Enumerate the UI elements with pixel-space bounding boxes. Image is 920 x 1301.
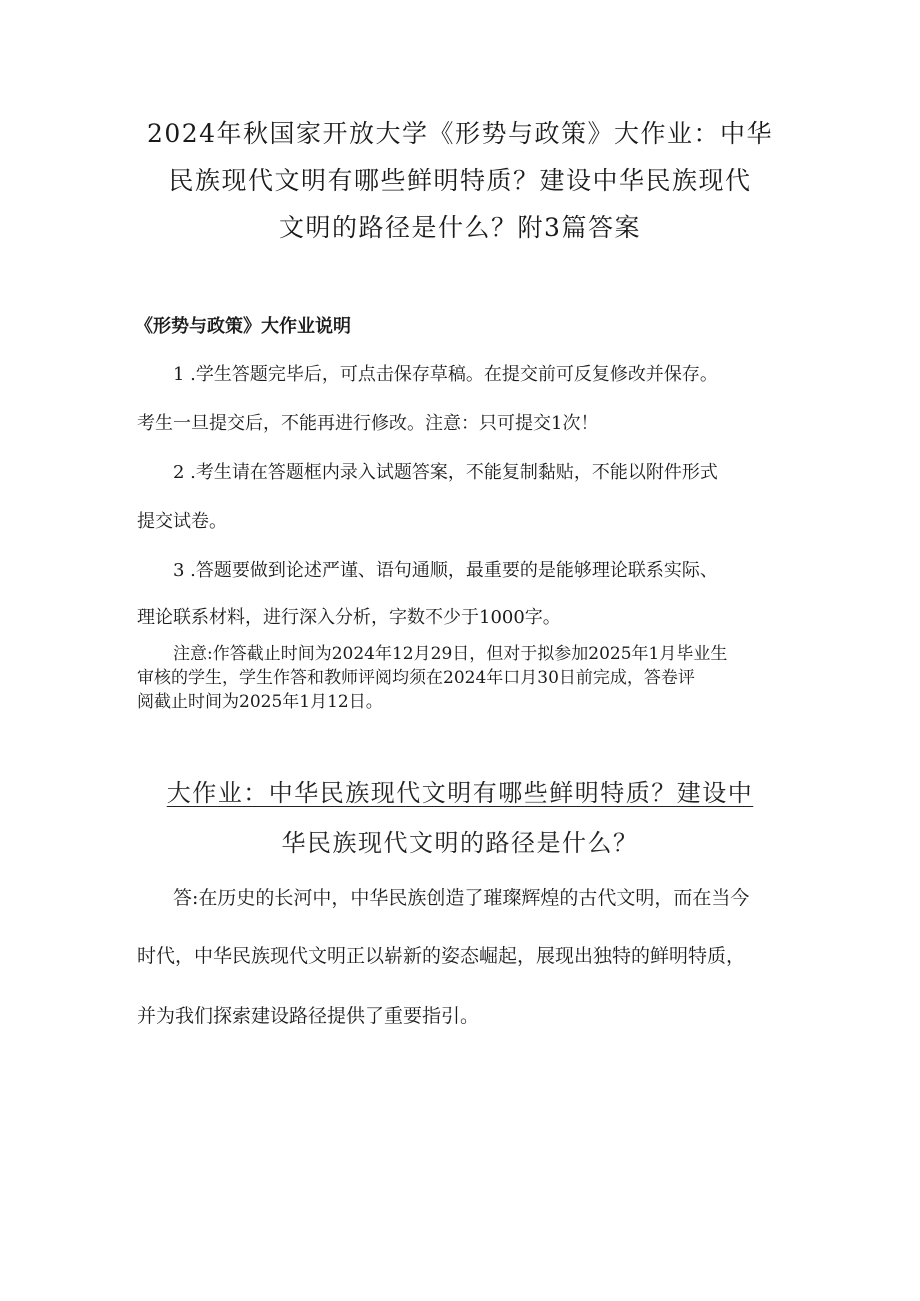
instructions-heading: 《形势与政策》大作业说明 <box>135 316 351 337</box>
instruction-line: 3 .答题要做到论述严谨、语句通顺，最重要的是能够理论联系实际、 <box>173 560 718 581</box>
title-line: 2024年秋国家开放大学《形势与政策》大作业：中华 <box>146 119 774 148</box>
answer-line: 答:在历史的长河中，中华民族创造了璀璨辉煌的古代文明，而在当今 <box>173 887 750 909</box>
note-line: 审核的学生，学生作答和教师评阅均须在2024年口月30日前完成，答卷评 <box>137 668 695 688</box>
answer-line: 时代，中华民族现代文明正以崭新的姿态崛起，展现出独特的鲜明特质， <box>137 945 746 967</box>
title-line: 民族现代文明有哪些鲜明特质？建设中华民族现代 <box>168 166 752 195</box>
note-line: 阅截止时间为2025年1月12日。 <box>137 692 383 712</box>
document-title <box>120 110 800 251</box>
instruction-line: 考生一旦提交后，不能再进行修改。注意：只可提交1次！ <box>137 413 599 434</box>
instruction-line: 2 .考生请在答题框内录入试题答案，不能复制黏贴，不能以附件形式 <box>173 462 718 483</box>
instruction-line: 1 .学生答题完毕后，可点击保存草稿。在提交前可反复修改并保存。 <box>173 364 718 385</box>
question-line: 大作业：中华民族现代文明有哪些鲜明特质？建设中 <box>166 779 754 807</box>
answer-line: 并为我们探索建设路径提供了重要指引。 <box>137 1005 480 1027</box>
question-line: 华民族现代文明的路径是什么？ <box>281 829 639 857</box>
deadline-note <box>137 642 797 714</box>
instruction-line: 提交试卷。 <box>137 511 227 532</box>
instruction-line: 理论联系材料，进行深入分析，字数不少于1000字。 <box>137 607 561 628</box>
question-title <box>120 768 800 868</box>
note-line: 注意:作答截止时间为2024年12月29日，但对于拟参加2025年1月毕业生 <box>173 644 728 664</box>
title-line: 文明的路径是什么？附3篇答案 <box>279 213 641 242</box>
